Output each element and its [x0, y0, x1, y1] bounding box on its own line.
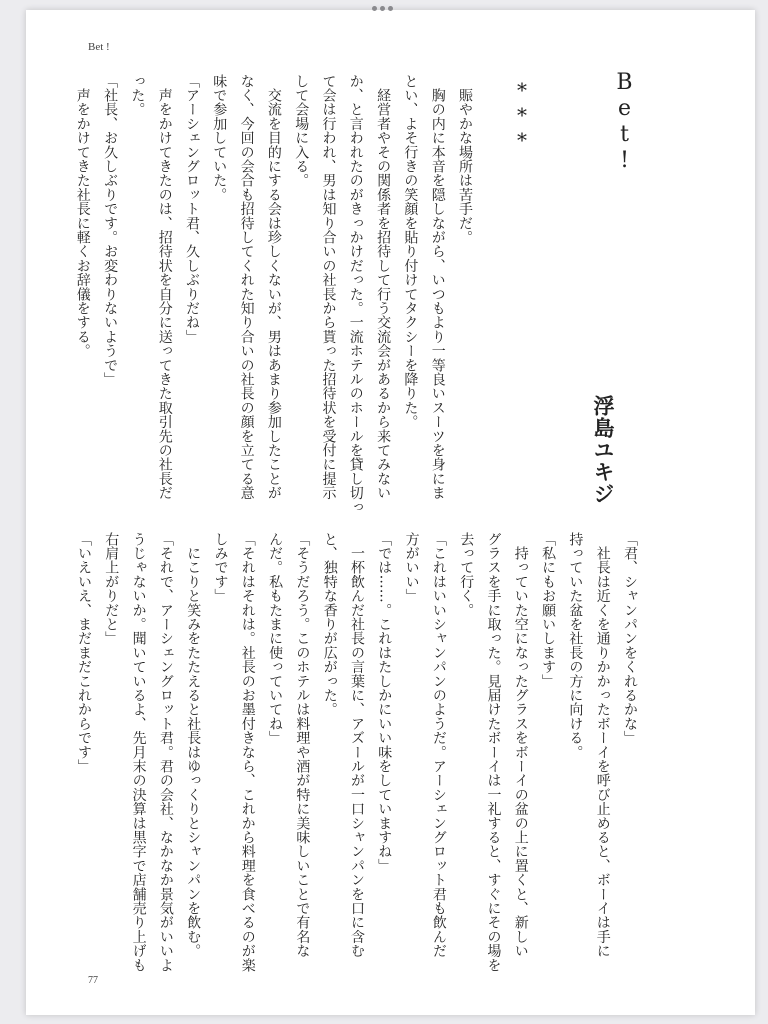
page-number: 77	[88, 975, 98, 986]
text-line: 持っていた空になったグラスをボーイの盆の上に置くと、新しい	[512, 532, 529, 958]
text-line: しみです」	[212, 532, 229, 603]
text-line: 右肩上がりだと」	[103, 532, 120, 646]
text-line: 胸の内に本音を隠しながら、いつもより一等良いスーツを身にま	[429, 74, 446, 500]
text-line: 一杯飲んだ社長の言葉に、アズールが一口シャンパンを口に含む	[349, 532, 365, 958]
text-line: 方がいい」	[403, 532, 420, 603]
text-line: 賑やかな場所は苦手だ。	[457, 74, 473, 245]
running-header: Bet !	[88, 41, 110, 53]
dot-icon	[388, 6, 393, 11]
text-line: 「そうだろう。このホテルは料理や酒が特に美味しいことで有名な	[294, 532, 311, 958]
text-line: 経営者やその関係者を招待して行う交流会があるから来てみない	[375, 74, 392, 500]
text-line: 「いえいえ、まだまだこれからです」	[76, 532, 92, 774]
text-line: 「アーシェングロット君、久しぶりだね」	[184, 74, 200, 344]
text-line: 「では……。これはたしかにいい味をしていますね」	[376, 532, 393, 873]
text-line: 持っていた盆を社長の方に向ける。	[567, 532, 584, 760]
text-line: か、と言われたのがきっかけだった。一流ホテルのホールを貸し切っ	[347, 74, 364, 515]
text-line: 「社長、お久しぶりです。お変わりないようで」	[102, 74, 119, 387]
story-title: Bet!	[612, 70, 637, 174]
text-line: 味で参加していた。	[211, 74, 228, 202]
text-line: て会は行われ、男は知り合いの社長から貰った招待状を受付に提示	[320, 74, 337, 500]
text-line: んだ。私もたまに使っていてね」	[267, 532, 284, 745]
text-line: 社長は近くを通りかかったボーイを呼び止めると、ボーイは手に	[594, 532, 611, 958]
text-line: にこりと笑みをたたえると社長はゆっくりとシャンパンを飲む。	[185, 532, 202, 958]
text-line: 「これはいいシャンパンのようだ。アーシェングロット君も飲んだ	[430, 532, 447, 958]
text-line: とい、よそ行きの笑顔を貼り付けてタクシーを降りた。	[402, 74, 419, 429]
text-line: うじゃないか。聞いているよ、先月末の決算は黒字で店舗売り上げも	[130, 532, 147, 973]
author-name: 浮島ユキジ	[591, 395, 616, 505]
drag-handle[interactable]	[372, 6, 393, 11]
text-line: った。	[129, 74, 146, 117]
text-line: 去って行く。	[458, 532, 475, 618]
section-break: ***	[510, 78, 534, 153]
text-line: 「それはそれは。社長のお墨付きなら、これから料理を食べるのが楽	[239, 532, 256, 973]
text-line: して会場に入る。	[293, 74, 310, 188]
text-line: なく、今回の会合も招待してくれた知り合いの社長の顔を立てる意	[238, 74, 255, 500]
text-line: 交流を目的にする会は珍しくないが、男はあまり参加したことが	[265, 74, 282, 500]
text-line: グラスを手に取った。見届けたボーイは一礼すると、すぐにその場を	[485, 532, 502, 973]
text-line: 「それで、アーシェングロット君。君の会社、なかなか景気がいいよ	[157, 532, 174, 973]
dot-icon	[372, 6, 377, 11]
text-line: 「私にもお願いします」	[540, 532, 557, 689]
text-line: 声をかけてきたのは、招待状を自分に送ってきた取引先の社長だ	[156, 74, 173, 500]
dot-icon	[380, 6, 385, 11]
text-line: と、独特な香りが広がった。	[321, 532, 338, 717]
text-line: 声をかけてきた社長に軽くお辞儀をする。	[74, 74, 91, 358]
text-line: 「君、シャンパンをくれるかな」	[622, 532, 638, 745]
